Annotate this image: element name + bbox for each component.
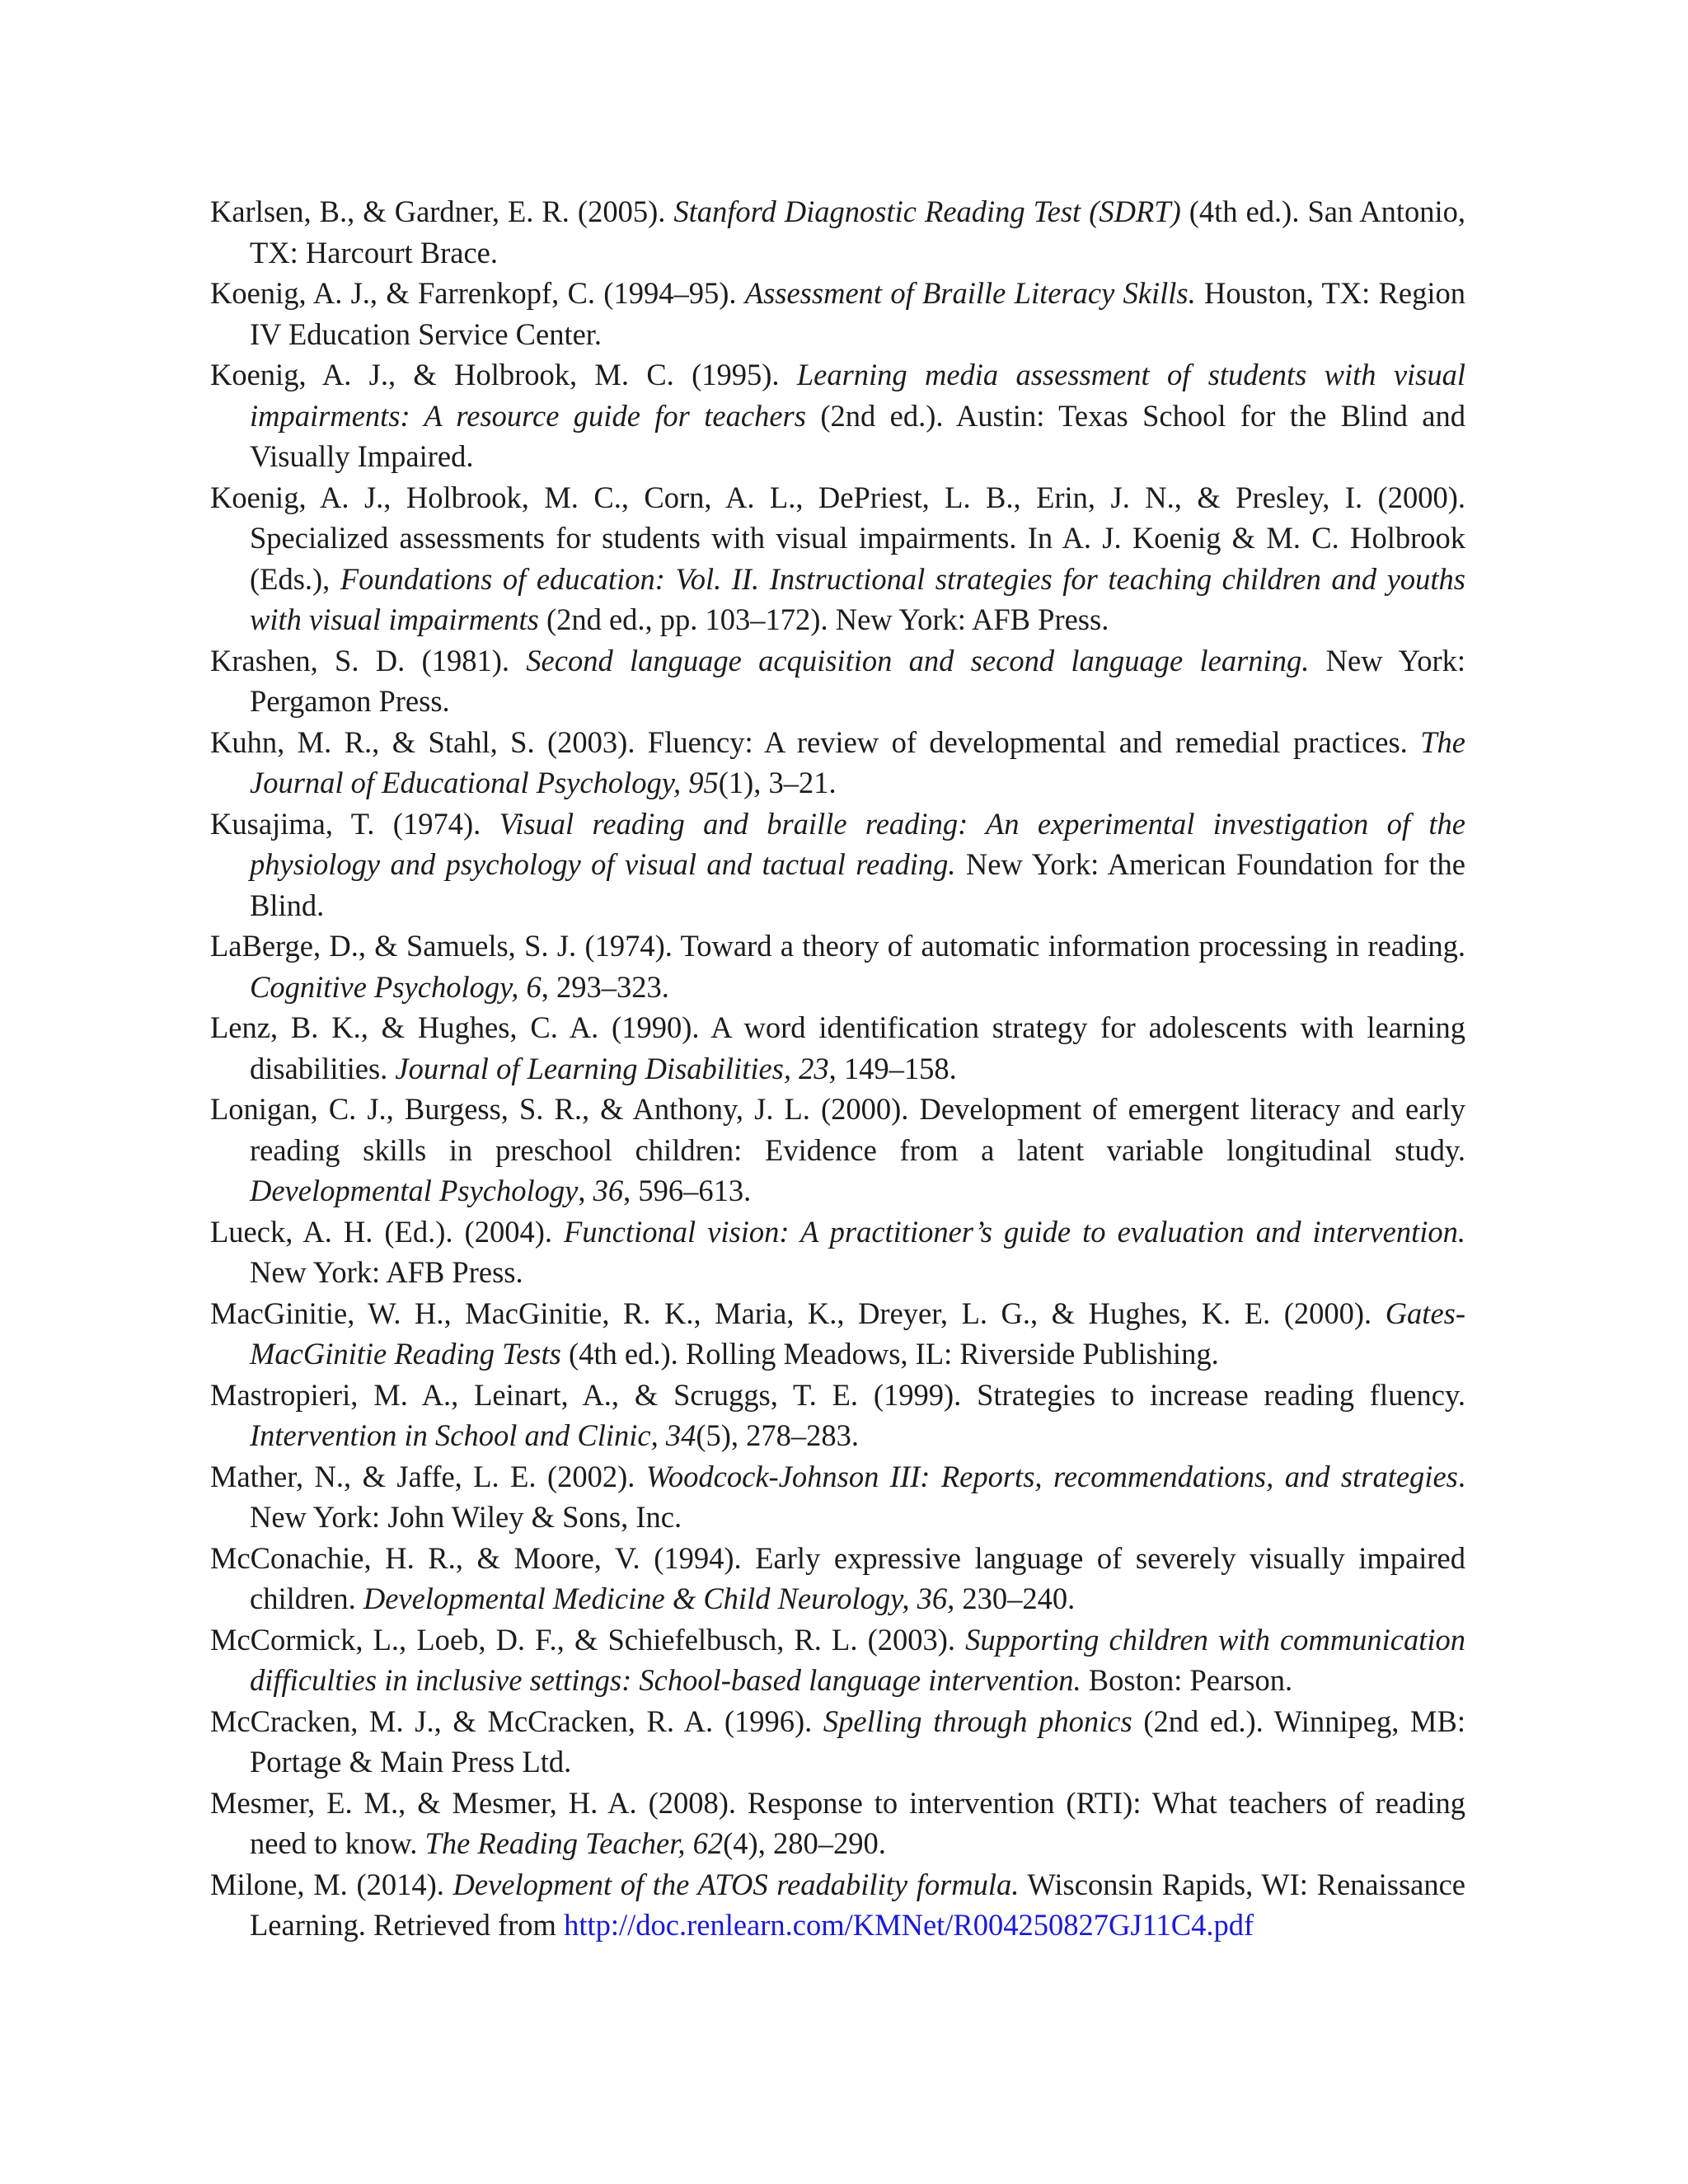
reference-entry bbox=[210, 1783, 1465, 1864]
reference-text-segment: Kuhn, M. R., & Stahl, S. (2003). Fluency: A review of developmental and remedial practices. bbox=[210, 724, 1421, 759]
reference-italic-segment: Visual reading and braille reading: An experimental investigation of the physiology and psychology of visual and tactual reading. bbox=[250, 806, 1466, 881]
reference-entry bbox=[210, 1293, 1465, 1375]
reference-text-segment: (4th ed.). San Antonio, TX: Harcourt Brace. bbox=[250, 194, 1466, 269]
reference-text-segment: Lueck, A. H. (Ed.). (2004). bbox=[210, 1214, 565, 1249]
reference-italic-segment: Assessment of Braille Literacy Skills. bbox=[744, 276, 1196, 310]
reference-italic-segment: Learning media assessment of students with visual impairments: A resource guide for teachers bbox=[250, 358, 1466, 433]
reference-text-segment: (2nd ed.). Winnipeg, MB: Portage & Main Press Ltd. bbox=[250, 1704, 1465, 1779]
reference-text-segment: Mastropieri, M. A., Leinart, A., & Scruggs, T. E. (1999). Strategies to increase reading fluency. bbox=[210, 1377, 1465, 1412]
reference-text-segment: McConachie, H. R., & Moore, V. (1994). Early expressive language of severely visually impaired children. bbox=[210, 1540, 1465, 1615]
reference-text-segment: Koenig, A. J., & Holbrook, M. C. (1995). bbox=[210, 358, 797, 391]
reference-italic-segment: Development of the ATOS readability formula. bbox=[452, 1867, 1020, 1901]
reference-italic-segment: Functional vision: A practitioner’s guide to evaluation and intervention. bbox=[564, 1214, 1465, 1249]
reference-italic-segment: Cognitive Psychology, 6 bbox=[250, 969, 542, 1004]
reference-entry bbox=[210, 1212, 1465, 1293]
reference-text-segment: Mesmer, E. M., & Mesmer, H. A. (2008). Response to intervention (RTI): What teachers of reading need to know. bbox=[210, 1785, 1465, 1860]
reference-text-segment: Krashen, S. D. (1981). bbox=[210, 643, 527, 677]
reference-text-segment: Koenig, A. J., Holbrook, M. C., Corn, A. L., DePriest, L. B., Erin, J. N., & Presley, I. (2000). Specialized assessments for students with visual impairments. In A. J. Koenig & M. C. Holbrook (Eds.), bbox=[210, 480, 1465, 596]
reference-italic-segment: Foundations of education: Vol. II. Instructional strategies for teaching children and youths with visual impairments bbox=[250, 561, 1465, 636]
reference-entry bbox=[210, 191, 1465, 273]
reference-text-segment: Milone, M. (2014). bbox=[210, 1867, 453, 1901]
reference-text-segment: (4), 280–290. bbox=[723, 1826, 886, 1860]
reference-entry bbox=[210, 1619, 1465, 1701]
reference-italic-segment: 36 bbox=[593, 1174, 624, 1207]
reference-entry bbox=[210, 354, 1465, 477]
reference-italic-segment: Woodcock-Johnson III: Reports, recommendations, and strategies bbox=[645, 1459, 1458, 1493]
reference-text-segment: (5), 278–283. bbox=[696, 1418, 860, 1452]
reference-text-segment: LaBerge, D., & Samuels, S. J. (1974). Toward a theory of automatic information processing in reading. bbox=[210, 929, 1465, 963]
reference-entry bbox=[210, 1375, 1465, 1456]
reference-italic-segment: Intervention in School and Clinic, 34 bbox=[250, 1418, 696, 1452]
reference-text-segment: Kusajima, T. (1974). bbox=[210, 806, 499, 841]
reference-text-segment: (4th ed.). Rolling Meadows, IL: Riverside Publishing. bbox=[560, 1337, 1219, 1371]
reference-text-segment: Lenz, B. K., & Hughes, C. A. (1990). A word identification strategy for adolescents with learning disabilities. bbox=[210, 1010, 1465, 1085]
reference-italic-segment: Second language acquisition and second language learning. bbox=[526, 643, 1310, 677]
reference-text-segment: . New York: John Wiley & Sons, Inc. bbox=[250, 1459, 1465, 1534]
reference-italic-segment: Spelling through phonics bbox=[823, 1704, 1132, 1738]
reference-text-segment: Houston, TX: Region IV Education Service Center. bbox=[250, 276, 1465, 351]
reference-text-segment: , 596–613. bbox=[623, 1174, 752, 1207]
reference-text-segment: (1), 3–21. bbox=[718, 766, 837, 799]
reference-entry bbox=[210, 722, 1465, 804]
reference-entry bbox=[210, 273, 1465, 354]
reference-text-segment: (2nd ed., pp. 103–172). New York: AFB Press. bbox=[538, 602, 1109, 636]
reference-text-segment: McCormick, L., Loeb, D. F., & Schiefelbusch, R. L. (2003). bbox=[210, 1622, 966, 1657]
reference-entry bbox=[210, 804, 1465, 926]
reference-entry bbox=[210, 926, 1465, 1007]
reference-text-segment: Koenig, A. J., & Farrenkopf, C. (1994–95). bbox=[210, 276, 745, 310]
reference-italic-segment: Developmental Medicine & Child Neurology, 36, bbox=[363, 1582, 955, 1615]
reference-italic-segment: Journal of Learning Disabilities, 23 bbox=[395, 1051, 829, 1085]
reference-text-segment: New York: AFB Press. bbox=[250, 1255, 523, 1289]
reference-entry bbox=[210, 1089, 1465, 1212]
reference-entry bbox=[210, 640, 1465, 722]
reference-text-segment: Mather, N., & Jaffe, L. E. (2002). bbox=[210, 1459, 646, 1493]
reference-entry bbox=[210, 1538, 1465, 1619]
reference-list bbox=[210, 191, 1465, 1946]
reference-italic-segment: Developmental Psychology bbox=[250, 1174, 579, 1207]
reference-entry bbox=[210, 1864, 1465, 1946]
reference-italic-segment: Gates-MacGinitie Reading Tests bbox=[250, 1296, 1465, 1371]
reference-italic-segment: Supporting children with communication difficulties in inclusive settings: School-based language intervention. bbox=[250, 1622, 1465, 1697]
reference-entry bbox=[210, 1456, 1465, 1538]
reference-text-segment: , 293–323. bbox=[541, 969, 669, 1004]
reference-entry bbox=[210, 1701, 1465, 1783]
reference-entry bbox=[210, 1007, 1465, 1089]
reference-text-segment: , bbox=[578, 1174, 593, 1207]
reference-text-segment: Karlsen, B., & Gardner, E. R. (2005). bbox=[210, 194, 674, 228]
reference-italic-segment: The Journal of Educational Psychology, 95 bbox=[250, 724, 1465, 799]
reference-text-segment: New York: American Foundation for the Blind. bbox=[250, 847, 1465, 922]
reference-entry bbox=[210, 477, 1465, 640]
reference-url-link[interactable]: http://doc.renlearn.com/KMNet/R004250827GJ11C4.pdf bbox=[564, 1908, 1254, 1942]
reference-italic-segment: Stanford Diagnostic Reading Test (SDRT) bbox=[673, 194, 1181, 228]
reference-text-segment: Lonigan, C. J., Burgess, S. R., & Anthony, J. L. (2000). Development of emergent literacy and early reading skills in preschool children: Evidence from a latent variable longitudinal study. bbox=[210, 1092, 1465, 1167]
reference-text-segment: , 149–158. bbox=[828, 1051, 957, 1085]
reference-italic-segment: The Reading Teacher, 62 bbox=[424, 1826, 724, 1860]
reference-text-segment: Boston: Pearson. bbox=[1081, 1663, 1293, 1697]
reference-text-segment: (2nd ed.). Austin: Texas School for the Blind and Visually Impaired. bbox=[250, 398, 1465, 473]
reference-text-segment: New York: Pergamon Press. bbox=[250, 643, 1465, 718]
reference-text-segment: 230–240. bbox=[954, 1582, 1076, 1615]
reference-text-segment: MacGinitie, W. H., MacGinitie, R. K., Maria, K., Dreyer, L. G., & Hughes, K. E. (2000). bbox=[210, 1296, 1386, 1330]
reference-text-segment: Wisconsin Rapids, WI: Renaissance Learning. Retrieved from bbox=[250, 1867, 1466, 1942]
reference-text-segment: McCracken, M. J., & McCracken, R. A. (1996). bbox=[210, 1704, 823, 1738]
